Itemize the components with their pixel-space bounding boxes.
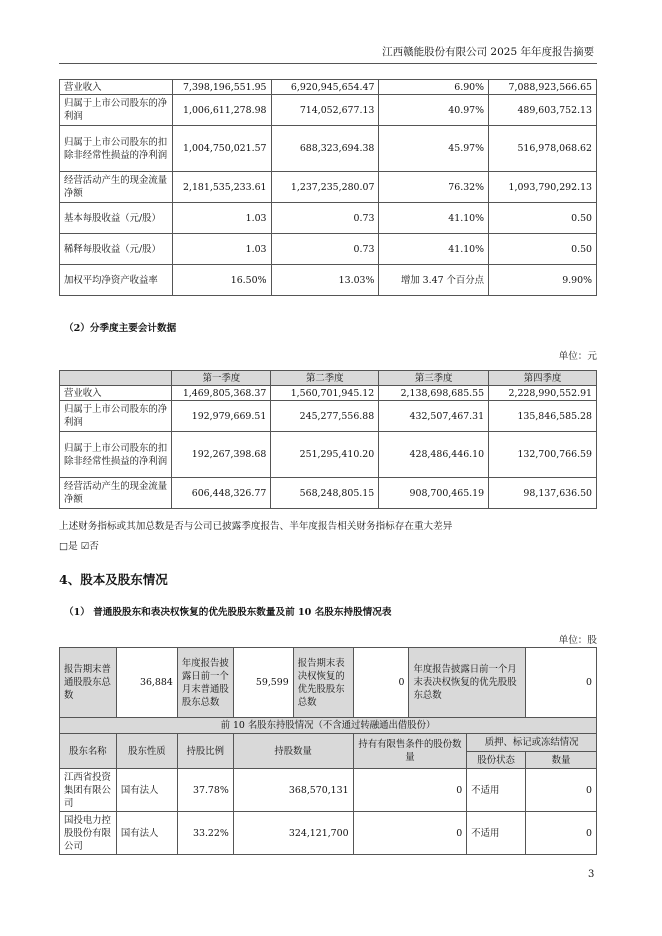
col-holder-nature: 股东性质 <box>116 734 177 769</box>
shareholder-qty: 368,570,131 <box>233 769 353 812</box>
table-cell: 1,469,805,368.37 <box>172 386 271 401</box>
table-cell: 41.10% <box>379 203 489 234</box>
report-header: 江西赣能股份有限公司 2025 年年度报告摘要 <box>382 46 594 58</box>
table-cell: 1.03 <box>172 234 271 265</box>
shareholder-pledge-status: 不适用 <box>467 769 526 812</box>
col-holding-qty: 持股数量 <box>233 734 353 769</box>
table-cell: 1,093,790,292.13 <box>489 172 597 203</box>
row-label: 归属于上市公司股东的净利润 <box>60 401 172 432</box>
quarterly-header-blank <box>60 371 172 386</box>
table-cell: 41.10% <box>379 234 489 265</box>
shareholder-ratio: 37.78% <box>177 769 233 812</box>
row-label: 营业收入 <box>60 80 173 95</box>
table-cell: 192,267,398.68 <box>172 432 271 478</box>
shareholder-pledge-count: 0 <box>526 769 597 812</box>
row-label: 归属于上市公司股东的扣除非经常性损益的净利润 <box>60 432 172 478</box>
row-label: 加权平均净资产收益率 <box>60 265 173 296</box>
table-cell: 688,323,694.38 <box>271 126 379 172</box>
quarterly-header-q3: 第三季度 <box>379 371 489 386</box>
prior-month-shareholders-label: 年度报告披露日前一个月末普通股股东总数 <box>177 648 233 718</box>
table-cell: 0.73 <box>271 203 379 234</box>
table-cell: 40.97% <box>379 95 489 126</box>
row-label: 营业收入 <box>60 386 172 401</box>
quarterly-unit: 单位：元 <box>558 351 597 362</box>
table-cell: 6,920,945,654.47 <box>271 80 379 95</box>
shareholders-table <box>59 647 597 855</box>
table-row <box>60 95 597 126</box>
table-cell: 245,277,556.88 <box>271 401 379 432</box>
table-cell: 714,052,677.13 <box>271 95 379 126</box>
table-cell: 489,603,752.13 <box>489 95 597 126</box>
shareholder-pledge-status: 不适用 <box>467 812 526 855</box>
table-row <box>60 203 597 234</box>
shareholder-restricted: 0 <box>353 812 467 855</box>
quarterly-header-q4: 第四季度 <box>489 371 597 386</box>
table-cell: 1.03 <box>172 203 271 234</box>
table-cell: 1,560,701,945.12 <box>271 386 379 401</box>
table-cell: 13.03% <box>271 265 379 296</box>
table-cell: 516,978,068.62 <box>489 126 597 172</box>
total-shareholders-value: 36,884 <box>116 648 177 718</box>
table-cell: 2,181,535,233.61 <box>172 172 271 203</box>
shareholder-ratio: 33.22% <box>177 812 233 855</box>
table-cell: 6.90% <box>379 80 489 95</box>
table-row <box>60 401 597 432</box>
table-cell: 76.32% <box>379 172 489 203</box>
row-label: 稀释每股收益（元/股） <box>60 234 173 265</box>
table-row <box>60 265 597 296</box>
shareholder-row <box>60 769 597 812</box>
col-pledge-group: 质押、标记或冻结情况 <box>467 734 597 752</box>
row-label: 经营活动产生的现金流量净额 <box>60 172 173 203</box>
shareholder-qty: 324,121,700 <box>233 812 353 855</box>
quarterly-header-q1: 第一季度 <box>172 371 271 386</box>
table-cell: 7,088,923,566.65 <box>489 80 597 95</box>
table-row <box>60 80 597 95</box>
quarterly-table <box>59 370 597 509</box>
table-cell: 432,507,467.31 <box>379 401 489 432</box>
table-row <box>60 126 597 172</box>
prior-month-preferred-label: 年度报告披露日前一个月末表决权恢复的优先股股东总数 <box>409 648 526 718</box>
prior-month-shareholders-value: 59,599 <box>233 648 293 718</box>
shareholder-pledge-count: 0 <box>526 812 597 855</box>
disclosure-answer: □是 ☑否 <box>59 541 99 552</box>
table-cell: 0.50 <box>489 203 597 234</box>
table-cell: 7,398,196,551.95 <box>172 80 271 95</box>
shareholders-section-title: （1） 普通股股东和表决权恢复的优先股股东数量及前 10 名股东持股情况表 <box>64 607 392 618</box>
table-row <box>60 172 597 203</box>
row-label: 归属于上市公司股东的扣除非经常性损益的净利润 <box>60 126 173 172</box>
table-cell: 135,846,585.28 <box>489 401 597 432</box>
total-shareholders-label: 报告期末普通股股东总数 <box>60 648 117 718</box>
shareholder-nature: 国有法人 <box>116 769 177 812</box>
table-cell: 0.50 <box>489 234 597 265</box>
col-share-status: 股份状态 <box>467 752 526 769</box>
table-row <box>60 234 597 265</box>
table-cell: 45.97% <box>379 126 489 172</box>
table-row <box>60 478 597 509</box>
row-label: 经营活动产生的现金流量净额 <box>60 478 172 509</box>
table-cell: 2,228,990,552.91 <box>489 386 597 401</box>
col-pledge-count: 数量 <box>526 752 597 769</box>
shareholder-row <box>60 812 597 855</box>
main-accounting-table <box>59 79 597 296</box>
shareholders-unit: 单位：股 <box>558 635 597 646</box>
table-cell: 1,004,750,021.57 <box>172 126 271 172</box>
col-holding-ratio: 持股比例 <box>177 734 233 769</box>
shareholder-restricted: 0 <box>353 769 467 812</box>
table-cell: 2,138,698,685.55 <box>379 386 489 401</box>
table-cell: 908,700,465.19 <box>379 478 489 509</box>
quarterly-header-q2: 第二季度 <box>271 371 379 386</box>
header-rule <box>59 63 597 64</box>
row-label: 归属于上市公司股东的净利润 <box>60 95 173 126</box>
table-cell: 1,237,235,280.07 <box>271 172 379 203</box>
shareholder-name: 国投电力控股股份有限公司 <box>60 812 117 855</box>
table-cell: 16.50% <box>172 265 271 296</box>
shareholder-name: 江西省投资集团有限公司 <box>60 769 117 812</box>
table-cell: 98,137,636.50 <box>489 478 597 509</box>
table-row <box>60 386 597 401</box>
table-cell: 0.73 <box>271 234 379 265</box>
table-cell: 132,700,766.59 <box>489 432 597 478</box>
section-4-title: 4、股本及股东情况 <box>59 572 168 587</box>
table-cell: 606,448,326.77 <box>172 478 271 509</box>
preferred-shareholders-label: 报告期末表决权恢复的优先股股东总数 <box>293 648 353 718</box>
table-cell: 251,295,410.20 <box>271 432 379 478</box>
col-holder-name: 股东名称 <box>60 734 117 769</box>
table-cell: 568,248,805.15 <box>271 478 379 509</box>
preferred-shareholders-value: 0 <box>353 648 409 718</box>
table-cell: 增加 3.47 个百分点 <box>379 265 489 296</box>
table-cell: 1,006,611,278.98 <box>172 95 271 126</box>
top10-title: 前 10 名股东持股情况（不含通过转融通出借股份） <box>60 718 597 734</box>
quarterly-section-title: （2）分季度主要会计数据 <box>64 323 177 334</box>
prior-month-preferred-value: 0 <box>526 648 597 718</box>
table-row <box>60 432 597 478</box>
col-restricted-qty: 持有有限售条件的股份数量 <box>353 734 467 769</box>
row-label: 基本每股收益（元/股） <box>60 203 173 234</box>
table-cell: 428,486,446.10 <box>379 432 489 478</box>
page-number: 3 <box>588 869 595 880</box>
table-cell: 9.90% <box>489 265 597 296</box>
shareholder-nature: 国有法人 <box>116 812 177 855</box>
disclosure-note: 上述财务指标或其加总数是否与公司已披露季度报告、半年度报告相关财务指标存在重大差异 <box>59 521 453 532</box>
table-cell: 192,979,669.51 <box>172 401 271 432</box>
